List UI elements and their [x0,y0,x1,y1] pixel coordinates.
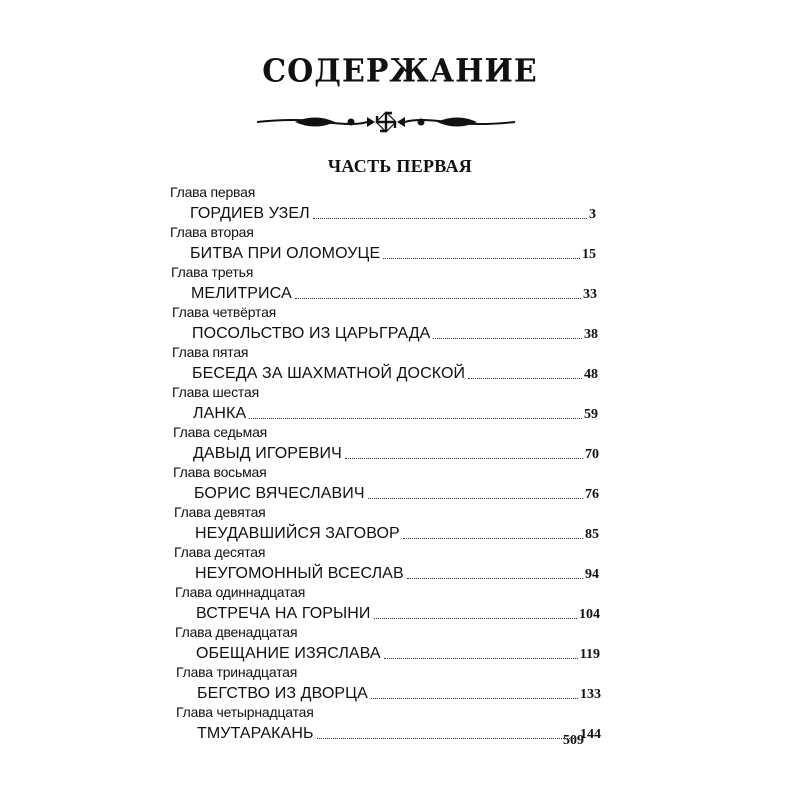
chapter-label: Глава четвёртая [172,304,277,320]
chapter-label: Глава седьмая [173,424,268,440]
toc-entry [175,624,600,664]
chapter-title-line [191,283,597,303]
chapter-title-line [192,363,598,383]
chapter-page-number: 85 [585,527,599,542]
chapter-page-number: 76 [585,487,599,502]
table-of-contents [0,184,800,744]
toc-entry [174,544,599,584]
toc-entry [172,304,598,344]
chapter-title: НЕУДАВШИЙСЯ ЗАГОВОР [195,525,400,542]
chapter-title: БИТВА ПРИ ОЛОМОУЦЕ [190,245,381,262]
chapter-title-line [193,443,599,463]
chapter-title: ЛАНКА [193,405,247,422]
dot-leader [384,657,578,659]
chapter-title: ПОСОЛЬСТВО ИЗ ЦАРЬГРАДА [192,325,431,342]
dot-leader [468,377,582,379]
dot-leader [249,417,582,419]
toc-entry [174,504,599,544]
chapter-page-number: 144 [580,727,601,742]
chapter-label: Глава пятая [172,344,249,360]
page-number: 509 [563,733,584,748]
chapter-title-line [194,483,599,503]
toc-entry [172,384,598,424]
chapter-title-line [192,323,598,343]
dot-leader [407,577,583,579]
toc-entry [176,704,601,744]
dot-leader [345,457,583,459]
chapter-title-line [196,643,600,663]
chapter-page-number: 15 [582,247,596,262]
toc-entry [170,224,596,264]
dot-leader [371,697,578,699]
chapter-title: ГОРДИЕВ УЗЕЛ [190,205,310,222]
chapter-label: Глава первая [170,184,256,200]
toc-entry [170,184,596,224]
chapter-page-number: 48 [584,367,598,382]
chapter-label: Глава десятая [174,544,266,560]
chapter-title-line [195,563,599,583]
chapter-label: Глава третья [171,264,254,280]
dot-leader [317,737,578,739]
part-heading: ЧАСТЬ ПЕРВАЯ [327,156,473,176]
toc-entry [173,464,599,504]
chapter-page-number: 70 [585,447,599,462]
dot-leader [403,537,583,539]
chapter-title: БЕГСТВО ИЗ ДВОРЦА [197,685,368,702]
toc-entry [175,584,600,624]
chapter-label: Глава четырнадцатая [176,704,314,720]
chapter-title: ОБЕЩАНИЕ ИЗЯСЛАВА [196,645,381,662]
dot-leader [295,297,581,299]
chapter-title-line [190,203,596,223]
toc-entry [171,264,597,304]
chapter-title-line [193,403,598,423]
chapter-label: Глава тринадцатая [176,664,298,680]
chapter-title-line [196,603,600,623]
chapter-label: Глава восьмая [173,464,267,480]
dot-leader [313,217,587,219]
chapter-title: ТМУТАРАКАНЬ [197,725,314,742]
chapter-title-line [195,523,599,543]
chapter-label: Глава двенадцатая [175,624,298,640]
chapter-page-number: 59 [584,407,598,422]
chapter-label: Глава одиннадцатая [175,584,306,600]
chapter-page-number: 94 [585,567,599,582]
chapter-title: МЕЛИТРИСА [191,285,292,302]
chapter-title-line [197,723,601,743]
chapter-page-number: 33 [583,287,597,302]
chapter-title-line [190,243,596,263]
dot-leader [433,337,582,339]
chapter-title: БОРИС ВЯЧЕСЛАВИЧ [194,485,365,502]
chapter-page-number: 119 [579,647,600,662]
toc-entry [173,424,599,464]
chapter-page-number: 133 [580,687,601,702]
chapter-title: БЕСЕДА ЗА ШАХМАТНОЙ ДОСКОЙ [192,365,466,382]
chapter-label: Глава шестая [172,384,259,400]
chapter-label: Глава девятая [174,504,266,520]
toc-entry [176,664,601,704]
chapter-title: ДАВЫД ИГОРЕВИЧ [193,445,342,462]
dot-leader [374,617,577,619]
page-title: СОДЕРЖАНИЕ [262,53,538,90]
chapter-page-number: 3 [589,207,596,222]
dot-leader [383,257,580,259]
dot-leader [368,497,583,499]
chapter-label: Глава вторая [170,224,254,240]
ornament-divider [255,108,517,136]
chapter-title-line [197,683,601,703]
chapter-title: ВСТРЕЧА НА ГОРЫНИ [196,605,371,622]
chapter-title: НЕУГОМОННЫЙ ВСЕСЛАВ [195,565,404,582]
chapter-page-number: 104 [579,607,600,622]
chapter-page-number: 38 [584,327,598,342]
toc-entry [172,344,598,384]
